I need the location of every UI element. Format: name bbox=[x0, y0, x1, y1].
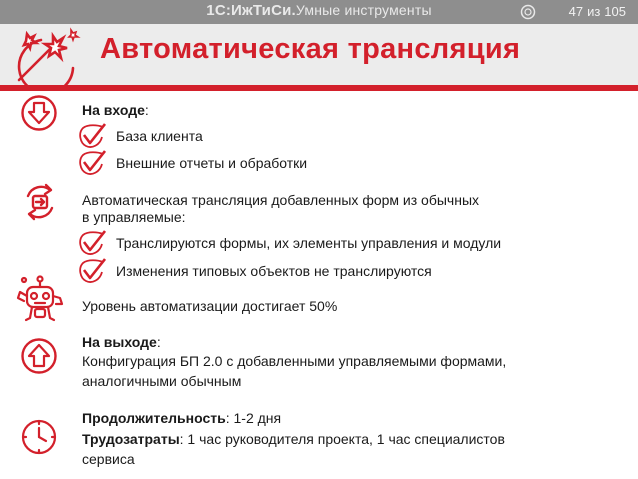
checkmark-icon bbox=[78, 230, 106, 256]
checkmark-icon bbox=[78, 150, 106, 176]
robot-icon bbox=[16, 274, 64, 324]
input-item-2: Внешние отчеты и обработки bbox=[116, 155, 308, 171]
effort-line-2: сервиса bbox=[82, 451, 135, 467]
arrow-down-circle-icon bbox=[20, 94, 58, 132]
input-colon: : bbox=[144, 102, 149, 118]
input-heading: На входе bbox=[82, 102, 145, 118]
effort-line bbox=[82, 430, 505, 448]
output-colon: : bbox=[156, 334, 161, 350]
input-heading-line bbox=[82, 101, 149, 119]
input-item-1: База клиента bbox=[116, 128, 203, 144]
magic-wand-icon bbox=[5, 24, 81, 86]
checkmark-icon bbox=[78, 123, 106, 149]
translation-line-1: Автоматическая трансляция добавленных форм из обычных bbox=[82, 192, 480, 208]
brand-logo bbox=[0, 2, 638, 19]
output-heading: На выходе bbox=[82, 334, 157, 350]
output-line-1: Конфигурация БП 2.0 с добавленными управляемыми формами, bbox=[82, 353, 507, 369]
brand-main: 1С:ИжТиСи. bbox=[206, 2, 296, 19]
translation-line-2: в управляемые: bbox=[82, 209, 186, 225]
page-counter bbox=[569, 4, 626, 19]
transform-arrows-icon bbox=[20, 182, 60, 222]
brand-sub: Умные инструменты bbox=[295, 2, 432, 18]
translation-item-2: Изменения типовых объектов не транслируются bbox=[116, 263, 432, 279]
page-title: Автоматическая трансляция bbox=[100, 33, 521, 65]
page-current: 47 bbox=[568, 4, 584, 19]
effort-value: : 1 час руководителя проекта, 1 час специалистов bbox=[179, 431, 505, 447]
page-total: 105 bbox=[604, 4, 626, 19]
duration-line bbox=[82, 409, 281, 427]
page-sep: из bbox=[587, 4, 601, 19]
duration-heading: Продолжительность bbox=[82, 410, 226, 426]
automation-text: Уровень автоматизации достигает 50% bbox=[82, 298, 338, 314]
checkmark-icon bbox=[78, 258, 106, 284]
top-bar bbox=[0, 0, 638, 24]
pill-icon bbox=[520, 4, 536, 20]
arrow-up-circle-icon bbox=[20, 337, 58, 375]
output-heading-line bbox=[82, 333, 161, 351]
output-line-2: аналогичными обычным bbox=[82, 373, 242, 389]
translation-item-1: Транслируются формы, их элементы управления и модули bbox=[116, 235, 502, 251]
clock-icon bbox=[20, 418, 58, 456]
effort-heading: Трудозатраты bbox=[82, 431, 180, 447]
duration-value: : 1-2 дня bbox=[225, 410, 282, 426]
title-divider bbox=[0, 85, 638, 91]
